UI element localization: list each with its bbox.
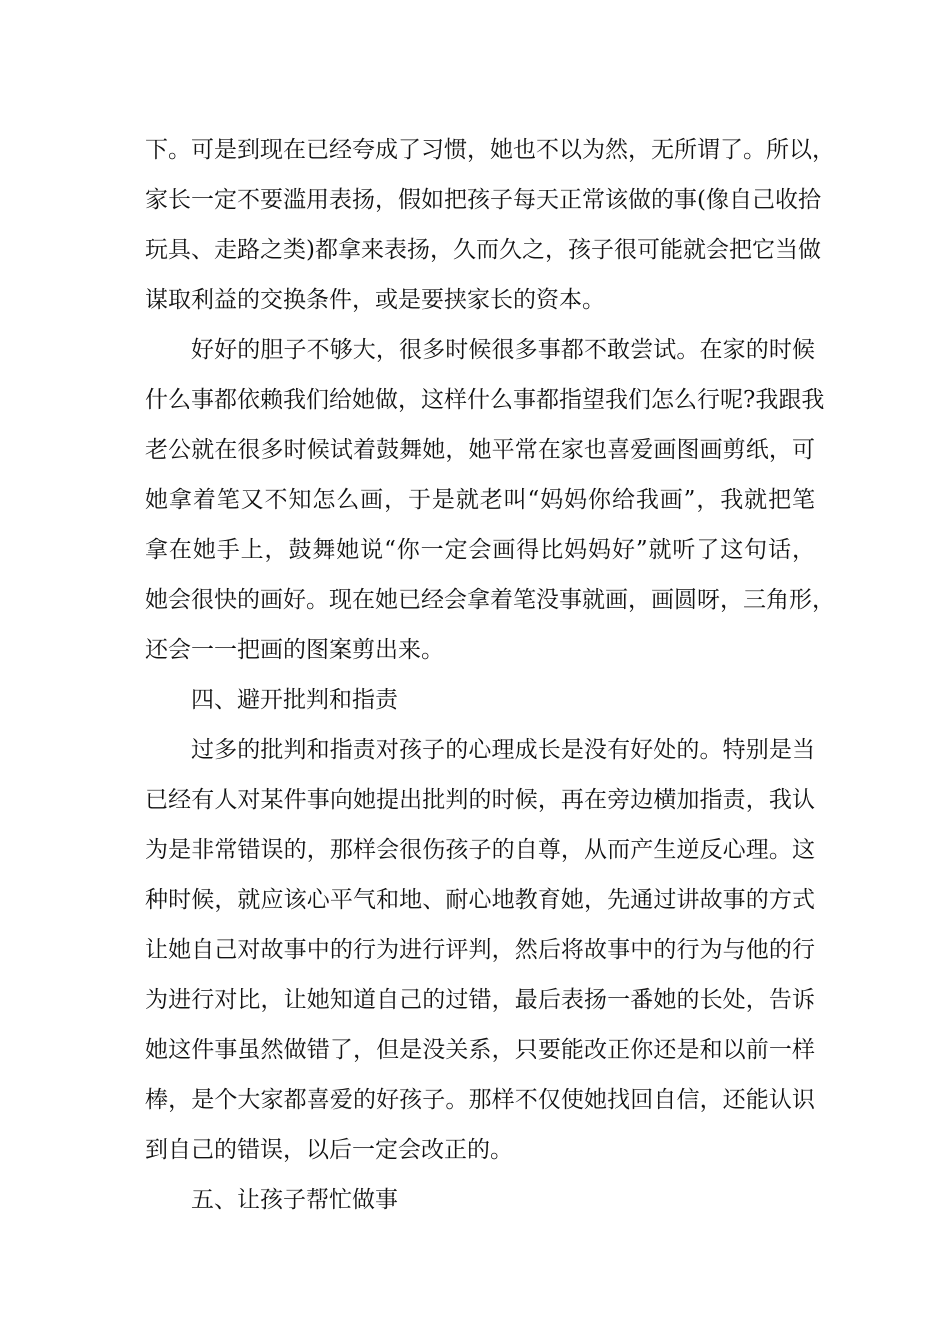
text-line: 棒，是个大家都喜爱的好孩子。那样不仅使她找回自信，还能认识: [145, 1087, 815, 1113]
text-line: 种时候，就应该心平气和地、耐心地教育她，先通过讲故事的方式: [145, 887, 815, 913]
text-line: 家长一定不要滥用表扬，假如把孩子每天正常该做的事(像自己收拾: [145, 187, 821, 213]
text-line: 她会很快的画好。现在她已经会拿着笔没事就画，画圆呀，三角形，: [145, 587, 835, 613]
text-line: 为进行对比，让她知道自己的过错，最后表扬一番她的长处，告诉: [145, 987, 815, 1013]
text-line: 到自己的错误，以后一定会改正的。: [145, 1137, 513, 1163]
text-line: 让她自己对故事中的行为进行评判，然后将故事中的行为与他的行: [145, 937, 815, 963]
text-line: 她拿着笔又不知怎么画，于是就老叫“妈妈你给我画”，我就把笔: [145, 487, 815, 513]
text-line: 下。可是到现在已经夸成了习惯，她也不以为然，无所谓了。所以，: [145, 137, 835, 163]
text-line: 玩具、走路之类)都拿来表扬，久而久之，孩子很可能就会把它当做: [145, 237, 821, 263]
text-line: 还会一一把画的图案剪出来。: [145, 637, 444, 663]
section-heading: 五、让孩子帮忙做事: [191, 1187, 398, 1213]
text-line: 拿在她手上，鼓舞她说“你一定会画得比妈妈好”就听了这句话，: [145, 537, 815, 563]
text-line: 老公就在很多时候试着鼓舞她，她平常在家也喜爱画图画剪纸，可: [145, 437, 815, 463]
text-line: 什么事都依赖我们给她做，这样什么事都指望我们怎么行呢?我跟我: [145, 387, 825, 413]
paragraph-first-line: 好好的胆子不够大，很多时候很多事都不敢尝试。在家的时候: [191, 337, 815, 363]
paragraph-first-line: 过多的批判和指责对孩子的心理成长是没有好处的。特别是当: [191, 737, 815, 763]
text-line: 谋取利益的交换条件，或是要挟家长的资本。: [145, 287, 605, 313]
section-heading: 四、避开批判和指责: [191, 687, 398, 713]
text-line: 已经有人对某件事向她提出批判的时候，再在旁边横加指责，我认: [145, 787, 815, 813]
text-line: 为是非常错误的，那样会很伤孩子的自尊，从而产生逆反心理。这: [145, 837, 815, 863]
text-line: 她这件事虽然做错了，但是没关系，只要能改正你还是和以前一样: [145, 1037, 815, 1063]
